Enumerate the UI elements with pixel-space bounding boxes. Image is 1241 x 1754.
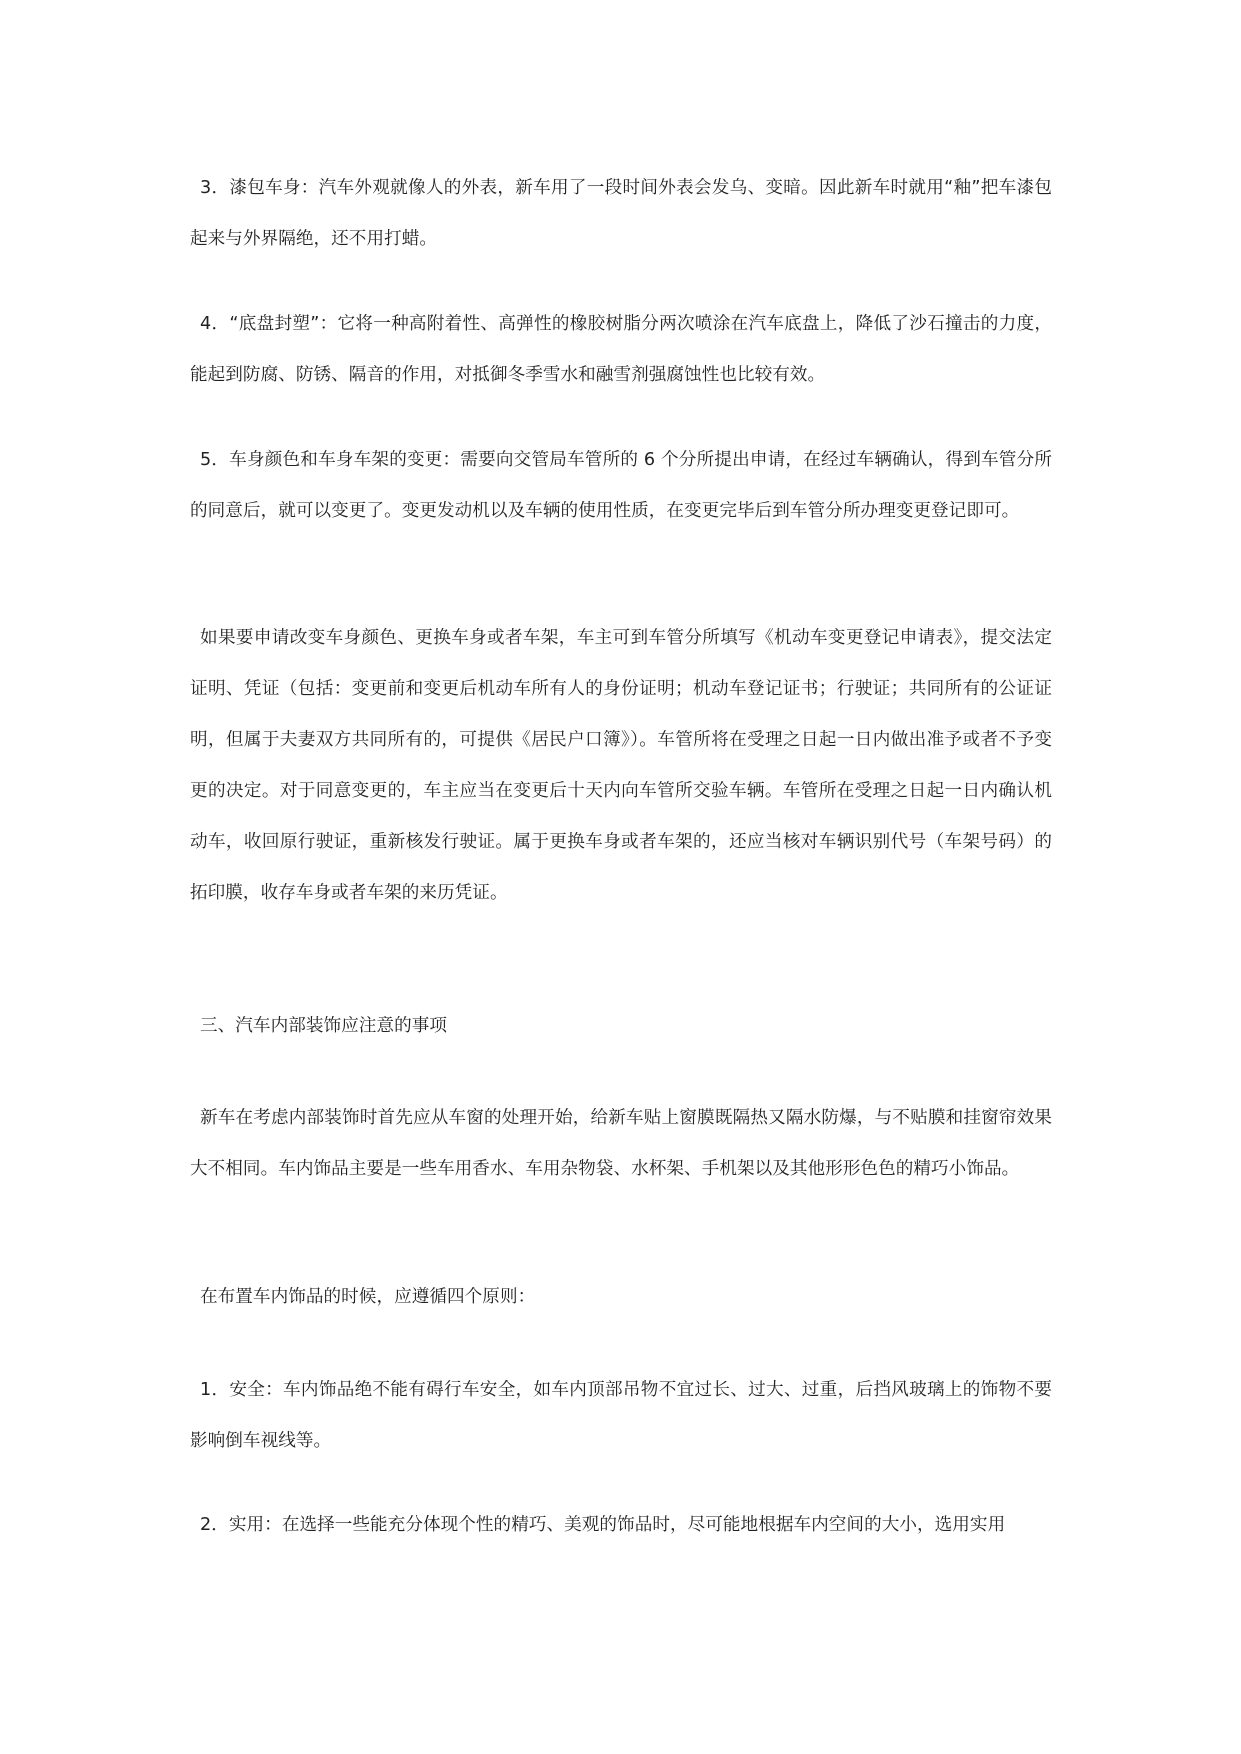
paragraph-principle-safety: 1．安全：车内饰品绝不能有碍行车安全，如车内顶部吊物不宜过长、过大、过重，后挡风玻璃上的饰物不要影响倒车视线等。: [190, 1380, 1052, 1451]
paragraph-principle-practical: 2．实用：在选择一些能充分体现个性的精巧、美观的饰品时，尽可能地根据车内空间的大小，选用实用: [200, 1515, 1006, 1535]
paragraph-four-principles: 在布置车内饰品的时候，应遵循四个原则：: [200, 1287, 536, 1307]
paragraph-lacquer-body: 3．漆包车身：汽车外观就像人的外表，新车用了一段时间外表会发乌、变暗。因此新车时就用“釉”把车漆包起来与外界隔绝，还不用打蜡。: [190, 178, 1052, 249]
section-heading-interior: 三、汽车内部装饰应注意的事项: [200, 1016, 448, 1036]
paragraph-chassis-coating: 4．“底盘封塑”：它将一种高附着性、高弹性的橡胶树脂分两次喷涂在汽车底盘上，降低了沙石撞击的力度，能起到防腐、防锈、隔音的作用，对抵御冬季雪水和融雪剂强腐蚀性也比较有效。: [190, 314, 1052, 385]
paragraph-interior-intro: 新车在考虑内部装饰时首先应从车窗的处理开始，给新车贴上窗膜既隔热又隔水防爆，与不贴膜和挂窗帘效果大不相同。车内饰品主要是一些车用香水、车用杂物袋、水杯架、手机架以及其他形形色色的精巧小饰品。: [190, 1108, 1052, 1179]
paragraph-change-application: 如果要申请改变车身颜色、更换车身或者车架，车主可到车管分所填写《机动车变更登记申请表》，提交法定证明、凭证（包括：变更前和变更后机动车所有人的身份证明；机动车登记证书；行驶证；共同所有的公证证明，但属于夫妻双方共同所有的，可提供《居民户口簿》）。车管所将在受理之日起一日内做出准予或者不予变更的决定。对于同意变更的，车主应当在变更后十天内向车管所交验车辆。车管所在受理之日起一日内确认机动车，收回原行驶证，重新核发行驶证。属于更换车身或者车架的，还应当核对车辆识别代号（车架号码）的拓印膜，收存车身或者车架的来历凭证。: [190, 628, 1052, 903]
paragraph-color-frame-change: 5．车身颜色和车身车架的变更：需要向交管局车管所的 6 个分所提出申请，在经过车辆确认，得到车管分所的同意后，就可以变更了。变更发动机以及车辆的使用性质，在变更完毕后到车管分所办理变更登记即可。: [190, 450, 1052, 521]
